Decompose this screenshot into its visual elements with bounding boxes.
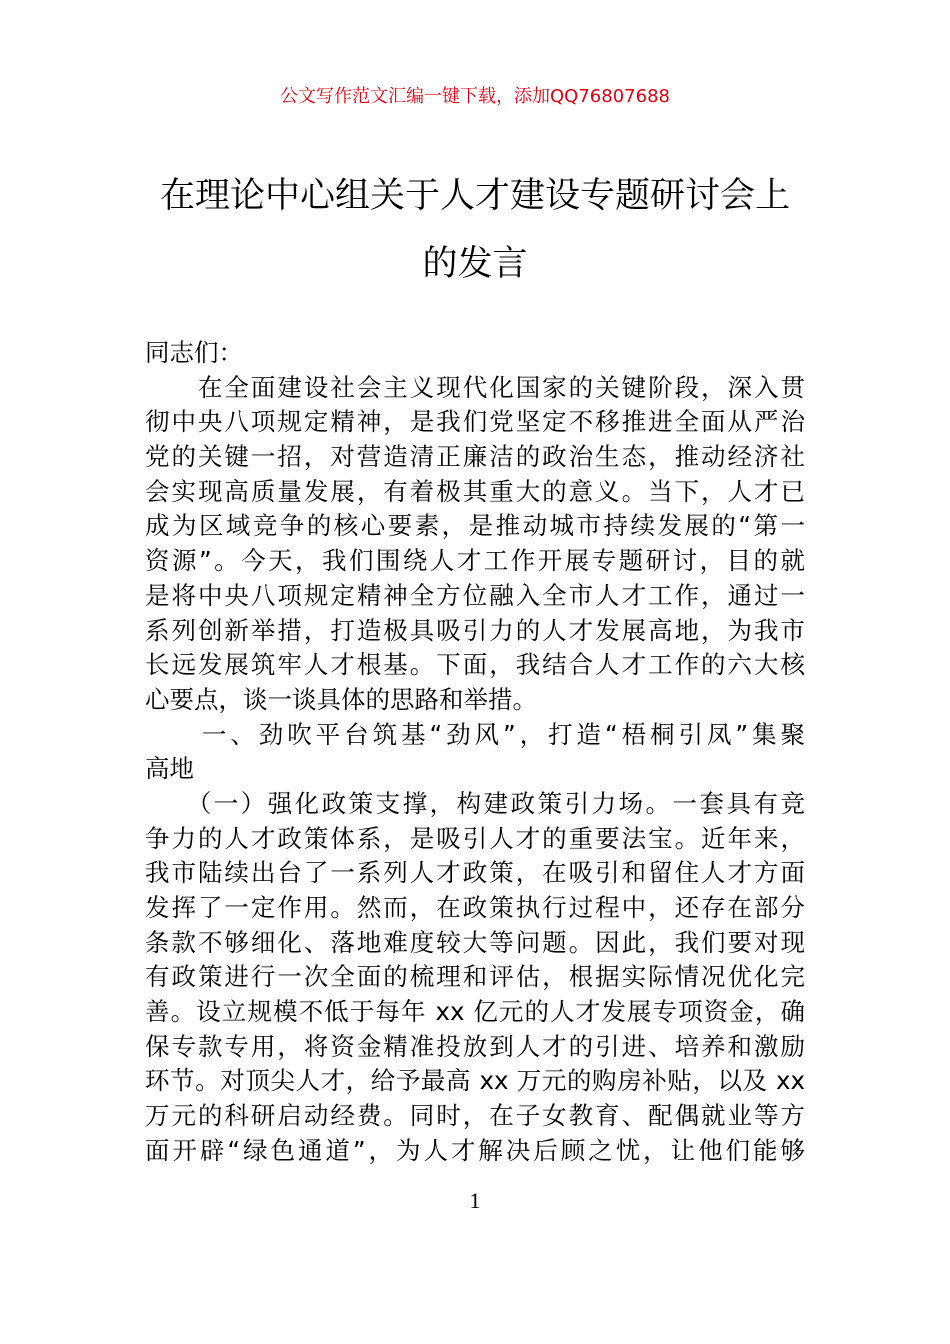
- body-text-line: 条款不够细化、落地难度较大等问题。因此，我们要对现: [145, 927, 805, 957]
- body-text-line: 善。设立规模不低于每年 xx 亿元的人才发展专项资金，确: [145, 997, 805, 1027]
- body-text-line: 万元的科研启动经费。同时，在子女教育、配偶就业等方: [145, 1101, 805, 1131]
- body-text-line: 心要点，谈一谈具体的思路和举措。: [145, 684, 537, 714]
- document-title-line-1: 在理论中心组关于人才建设专题研讨会上: [159, 176, 790, 216]
- body-text-line: 面开辟“绿色通道”，为人才解决后顾之忧，让他们能够: [145, 1135, 805, 1165]
- page-number: 1: [469, 1188, 481, 1213]
- body-text-line: 是将中央八项规定精神全方位融入全市人才工作，通过一: [145, 580, 805, 610]
- body-text-line: 在全面建设社会主义现代化国家的关键阶段，深入贯: [145, 372, 805, 402]
- body-text-line: 长远发展筑牢人才根基。下面，我结合人才工作的六大核: [145, 650, 805, 680]
- body-text-line: 同志们：: [145, 338, 243, 367]
- body-text-line: 党的关键一招，对营造清正廉洁的政治生态，推动经济社: [145, 442, 805, 472]
- body-text-line: 会实现高质量发展，有着极其重大的意义。当下，人才已: [145, 476, 805, 506]
- body-text-line: 一、劲吹平台筑基“劲风”，打造“梧桐引凤”集聚: [145, 719, 805, 749]
- document-body: [145, 336, 805, 1169]
- body-text-line: 我市陆续出台了一系列人才政策，在吸引和留住人才方面: [145, 858, 805, 888]
- body-text-line: 成为区域竞争的核心要素，是推动城市持续发展的“第一: [145, 511, 805, 541]
- body-text-line: 资源”。今天，我们围绕人才工作开展专题研讨，目的就: [145, 546, 805, 576]
- body-text-line: 发挥了一定作用。然而，在政策执行过程中，还存在部分: [145, 893, 805, 922]
- body-text-line: 保专款专用，将资金精准投放到人才的引进、培养和激励: [145, 1031, 805, 1061]
- body-text-line: 彻中央八项规定精神，是我们党坚定不移推进全面从严治: [145, 407, 805, 437]
- download-notice-header: 公文写作范文汇编一键下载，添加QQ76807688: [280, 86, 670, 107]
- body-text-line: 高地: [145, 754, 194, 784]
- body-text-line: 系列创新举措，打造极具吸引力的人才发展高地，为我市: [145, 615, 805, 645]
- body-text-line: 环节。对顶尖人才，给予最高 xx 万元的购房补贴，以及 xx: [145, 1066, 805, 1096]
- body-text-line: 有政策进行一次全面的梳理和评估，根据实际情况优化完: [145, 962, 805, 992]
- document-title-line-2: 的发言: [422, 244, 528, 284]
- body-text-line: （一）强化政策支撑，构建政策引力场。一套具有竞: [145, 788, 805, 818]
- body-text-line: 争力的人才政策体系，是吸引人才的重要法宝。近年来，: [145, 823, 805, 853]
